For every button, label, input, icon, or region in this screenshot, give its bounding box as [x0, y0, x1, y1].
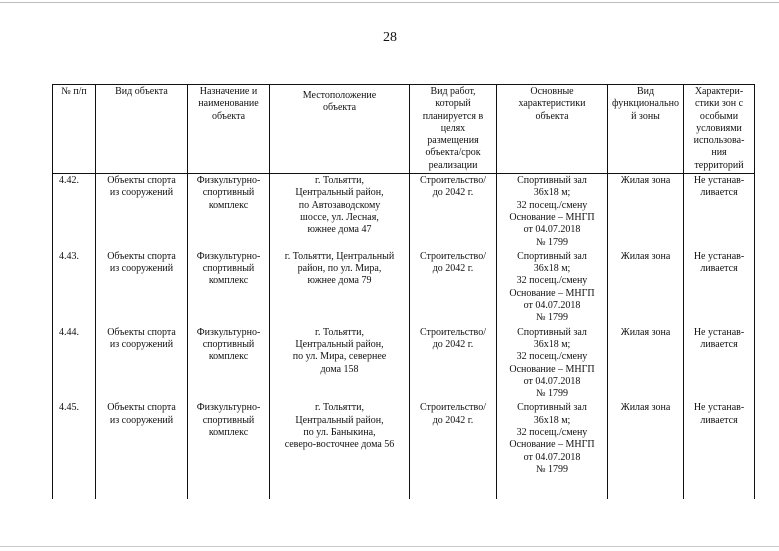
object-location: г. Тольятти, Центральный район, по ул. Баныкина, северо-восточнее дома 56	[270, 401, 410, 499]
table-row	[53, 174, 755, 250]
table-row	[53, 401, 755, 499]
header-works: Вид работ, который планируется в целях размещения объекта/срок реализации	[410, 85, 497, 174]
bottom-border-line	[0, 546, 779, 547]
object-type: Объекты спорта из сооружений	[96, 326, 188, 402]
special-conditions: Не устанав- ливается	[684, 250, 755, 326]
objects-table	[52, 84, 755, 499]
object-purpose: Физкультурно- спортивный комплекс	[188, 174, 270, 250]
functional-zone: Жилая зона	[608, 174, 684, 250]
row-number: 4.44.	[53, 326, 96, 402]
work-type: Строительство/ до 2042 г.	[410, 250, 497, 326]
page-number: 28	[383, 30, 397, 45]
functional-zone: Жилая зона	[608, 250, 684, 326]
object-purpose: Физкультурно- спортивный комплекс	[188, 401, 270, 499]
row-number: 4.43.	[53, 250, 96, 326]
top-border-line	[0, 2, 779, 3]
object-characteristics: Спортивный зал 36x18 м; 32 посещ./смену Основание – МНГП от 04.07.2018 № 1799	[497, 401, 608, 499]
functional-zone: Жилая зона	[608, 326, 684, 402]
header-zone: Вид функционально й зоны	[608, 85, 684, 174]
header-purpose: Назначение и наименование объекта	[188, 85, 270, 174]
special-conditions: Не устанав- ливается	[684, 401, 755, 499]
work-type: Строительство/ до 2042 г.	[410, 174, 497, 250]
table-header-row	[53, 85, 755, 174]
special-conditions: Не устанав- ливается	[684, 326, 755, 402]
table-row	[53, 326, 755, 402]
row-number: 4.42.	[53, 174, 96, 250]
header-special-conditions: Характери- стики зон с особыми условиями использова- ния территорий	[684, 85, 755, 174]
header-object-type: Вид объекта	[96, 85, 188, 174]
object-location: г. Тольятти, Центральный район, по ул. Мира, южнее дома 79	[270, 250, 410, 326]
table-row	[53, 250, 755, 326]
object-characteristics: Спортивный зал 36x18 м; 32 посещ./смену Основание – МНГП от 04.07.2018 № 1799	[497, 174, 608, 250]
object-purpose: Физкультурно- спортивный комплекс	[188, 250, 270, 326]
functional-zone: Жилая зона	[608, 401, 684, 499]
special-conditions: Не устанав- ливается	[684, 174, 755, 250]
object-location: г. Тольятти, Центральный район, по ул. Мира, севернее дома 158	[270, 326, 410, 402]
object-characteristics: Спортивный зал 36x18 м; 32 посещ./смену Основание – МНГП от 04.07.2018 № 1799	[497, 250, 608, 326]
header-location: Местоположение объекта	[270, 85, 410, 174]
object-type: Объекты спорта из сооружений	[96, 174, 188, 250]
object-characteristics: Спортивный зал 36x18 м; 32 посещ./смену Основание – МНГП от 04.07.2018 № 1799	[497, 326, 608, 402]
object-type: Объекты спорта из сооружений	[96, 401, 188, 499]
object-location: г. Тольятти, Центральный район, по Автозаводскому шоссе, ул. Лесная, южнее дома 47	[270, 174, 410, 250]
row-number: 4.45.	[53, 401, 96, 499]
work-type: Строительство/ до 2042 г.	[410, 401, 497, 499]
object-purpose: Физкультурно- спортивный комплекс	[188, 326, 270, 402]
header-num: № п/п	[53, 85, 96, 174]
object-type: Объекты спорта из сооружений	[96, 250, 188, 326]
header-characteristics: Основные характеристики объекта	[497, 85, 608, 174]
work-type: Строительство/ до 2042 г.	[410, 326, 497, 402]
